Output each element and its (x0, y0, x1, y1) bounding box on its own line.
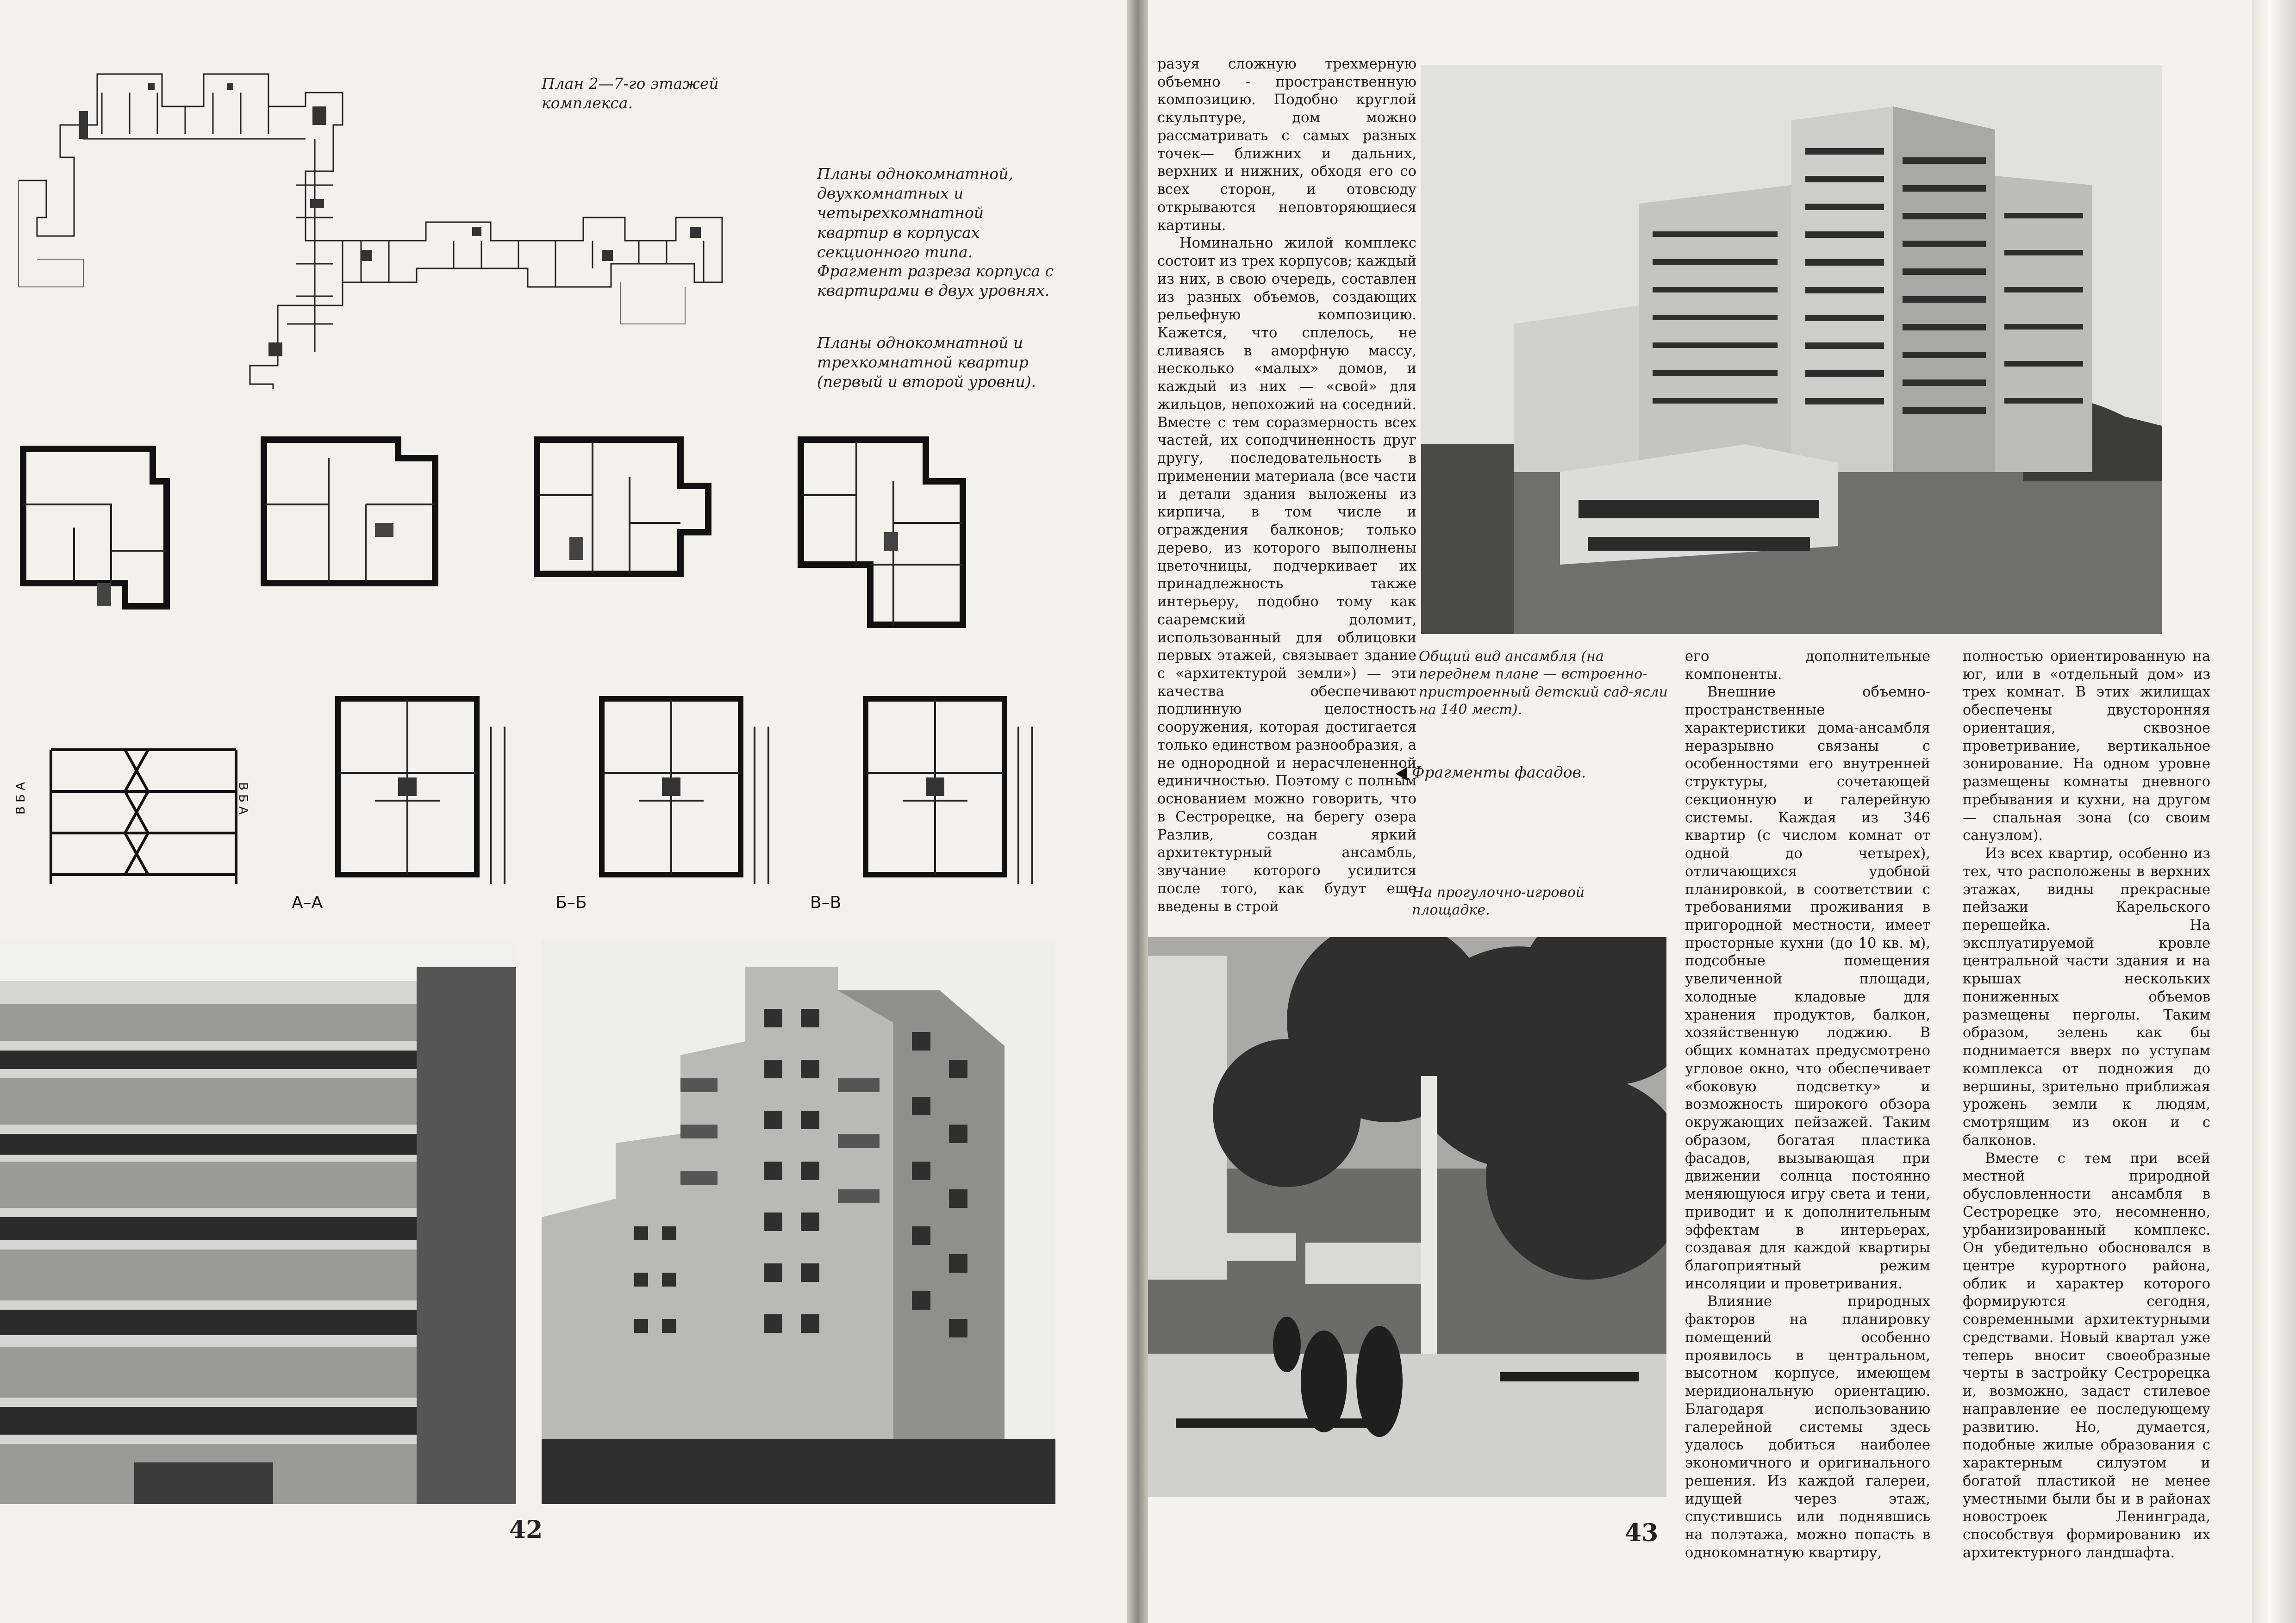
sections-row (14, 680, 1046, 898)
section-label-b: Б–Б (555, 893, 587, 912)
column1-paragraph-1: разуя сложную трехмерную объемно - пространственную композицию. Подобно круглой скульптуре, дом можно рассматривать с самых разных точек— ближних и дальних, верхних и нижних, обходя его со всех сторон, и отовсюду открываются неповторяющиеся картины. (1157, 56, 1416, 234)
caption-facades: Фрагменты фасадов. (1412, 763, 1586, 781)
page-right (1148, 0, 2296, 1623)
column3-paragraph-2: Из всех квартир, особенно из тех, что расположены в верхних этажах, видны прекрасные пейзажи Карельского перешейка. На эксплуатируемой кровле центральной части здания и на крышах нескольких пониженных объемов размещены перголы. Таким образом, зелень как бы поднимается вверх по уступам комплекса от подножия до вершины, зрительно приближая урожень земли к людям, смотрящим из окон и с балконов. (1963, 846, 2210, 1149)
caption-plan: План 2—7-го этажей комплекса. (542, 75, 719, 112)
apartment-plans-row (14, 430, 972, 643)
caption-sections: Планы однокомнатной, двухкомнатных и четырехкомнатной квартир в корпусах секционного типа. (817, 165, 1013, 261)
section-label-v: В–В (810, 893, 842, 912)
column3-paragraph-3: Вместе с тем при всей местной природной обусловленности ансамбля в Сестрорецке это, несомненно, урбанизированный комплекс. Он убедительно обосновался в центре курортного района, облик и характер которого формируются сегодня, современными архитектурными средствами. Новый квартал уже теперь вносит своеобразные черты в застройку Сестрорецка и, возможно, задаст стилевое направление ее последующему развитию. Но, думается, подобные жилые образования с характерным силуэтом и богатой пластикой не менее уместными были бы и в районах новостроек Ленинграда, способствуя формированию их архитектурного ландшафта. (1963, 1150, 2210, 1561)
column2-paragraph-3: Влияние природных факторов на планировку помещений особенно проявилось в центральном, высотном корпусе, имеющем меридиональную ориентацию. Благодаря использованию галерейной системы здесь удалось добиться наиболее экономичного и оригинального решения. Из каждой галереи, идущей через этаж, спустившись или поднявшись на полэтажа, можно попасть в однокомнатную квартиру, (1685, 1293, 1930, 1561)
column1-paragraph-2: Номинально жилой комплекс состоит из трех корпусов; каждый из них, в свою очередь, составлен из разных объемов, создающих рельефную композицию. Кажется, что сплелось, не сливаясь в аморфную массу, несколько «малых» домов, и каждый из них — «свой» для жильцов, непохожий на соседний. Вместе с тем соразмерность всех частей, их соподчиненность друг другу, последовательность в применении материала (все части и детали здания выложены из кирпича, в том числе и ограждения балконов; только дерево, из которого выполнены цветочницы, подчеркивает их принадлежность также интерьеру, подобно тому как сааремский доломит, использованный для облицовки первых этажей, связывает здание с «архитектурой земли») — эти качества обеспечивают подлинную целостность сооружения, которая достигается только единством разнообразия, а не однородной и нерасчлененной единичностью. Поэтому с полным основанием можно говорить, что в Сестрорецке, на берегу озера Разлив, создан яркий архитектурный ансамбль, звучание которого усилится после того, как будут еще введены в строй (1157, 235, 1416, 915)
text-column-2 (1685, 648, 1930, 1562)
site-plan (9, 65, 731, 389)
photo-tower (542, 939, 1055, 1504)
page-left (0, 0, 1127, 1623)
page-edge (2252, 0, 2296, 1623)
photo-playground (1148, 937, 1666, 1497)
column3-paragraph-1: полностью ориентированную на юг, или в «отдельный дом» из трех комнат. В этих жилищах обеспечены двусторонняя ориентация, сквозное проветривание, вертикальное зонирование. На одном уровне размещены комнаты дневного пребывания и кухни, на другом — спальная зона (со своим санузлом). (1963, 648, 2210, 844)
photo-overview (1421, 65, 2162, 634)
side-mark-left: В Б А (14, 782, 28, 815)
text-column-3 (1963, 648, 2210, 1562)
caption-levels: Планы однокомнатной и трехкомнатной квартир (первый и второй уровни). (817, 334, 1036, 391)
column2-paragraph-1: его дополнительные компоненты. (1685, 648, 1930, 683)
caption-overview: Общий вид ансамбля (на переднем плане — встроенно-пристроенный детский сад-ясли на 140 мест). (1419, 648, 1668, 718)
caption-playground: На прогулочно-игровой площадке. (1412, 884, 1585, 919)
book-gutter (1127, 0, 1148, 1623)
caption-fragment: Фрагмент разреза корпуса с квартирами в двух уровнях. (817, 262, 1054, 300)
section-label-a: А–А (292, 893, 323, 912)
column2-paragraph-2: Внешние объемно-пространственные характеристики дома-ансамбля неразрывно связаны с особенностями его внутренней структуры, сочетающей секционную и галерейную системы. Каждая из 346 квартир (с числом комнат от одной до четырех), отличающихся удобной планировкой, в соответствии с требованиями проживания в пригородной местности, имеет просторные кухни (до 10 кв. м), подсобные помещения увеличенной площади, холодные кладовые для хранения продуктов, балкон, хозяйственную лоджию. В общих комнатах предусмотрено угловое окно, что обеспечивает «боковую подсветку» и возможность широкого обзора окружающих пейзажей. Таким образом, богатая пластика фасадов, вызывающая при движении солнца постоянно меняющуюся игру света и тени, приводит и к дополнительным эффектам в интерьерах, создавая для каждой квартиры благоприятный режим инсоляции и проветривания. (1685, 684, 1930, 1292)
photo-terraced-facade (0, 939, 516, 1504)
page-number-right: 43 (1625, 1519, 1659, 1547)
arrow-left-icon (1396, 767, 1407, 780)
side-mark-right: В Б А (236, 782, 250, 815)
text-column-1 (1157, 56, 1416, 916)
page-number-left: 42 (509, 1516, 543, 1544)
